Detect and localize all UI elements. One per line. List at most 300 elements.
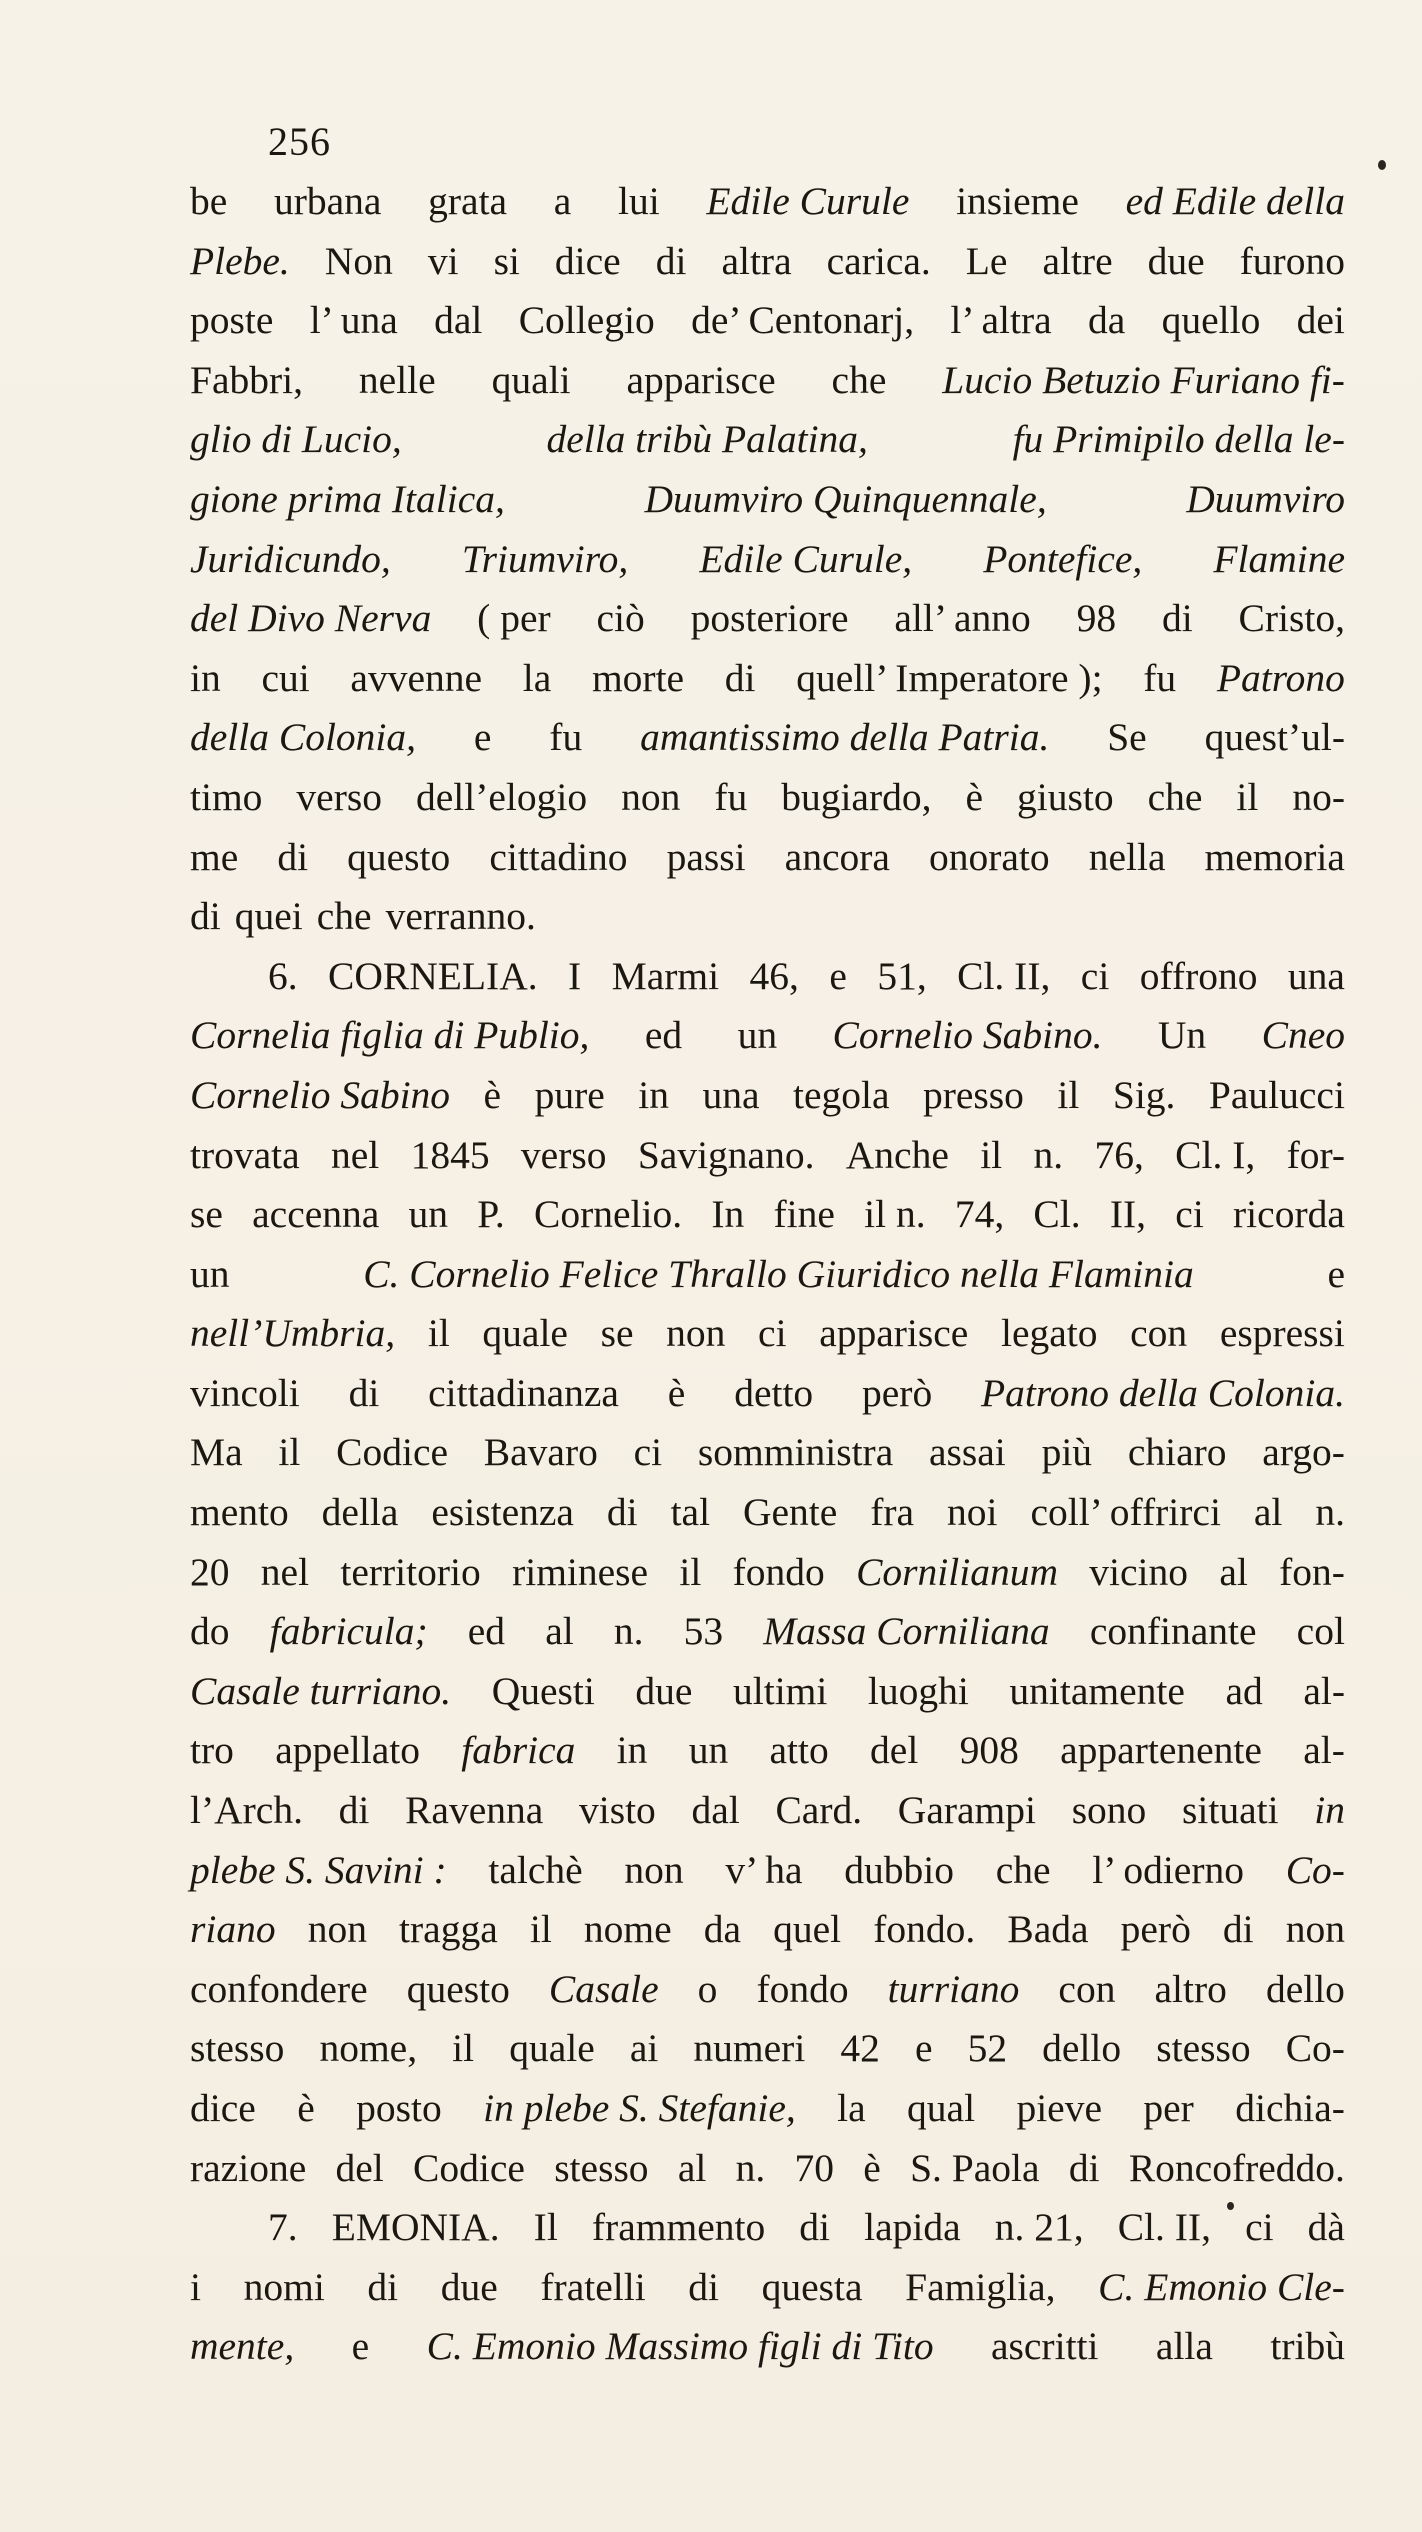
text-line [190, 1066, 1345, 1126]
word: do [190, 1609, 230, 1654]
word: Le [965, 238, 1008, 283]
word: timo [190, 774, 263, 819]
text-line [190, 1364, 1345, 1424]
word: e [473, 715, 492, 760]
word: dubbio [844, 1847, 954, 1892]
text-line [190, 708, 1345, 768]
word: insieme [956, 179, 1079, 223]
word: Ma [190, 1430, 243, 1475]
word: fabricula; [269, 1609, 428, 1654]
word: nelle [358, 357, 436, 402]
word: esistenza [431, 1490, 574, 1535]
text-line [190, 589, 1345, 649]
word: Casale turriano. [190, 1668, 452, 1713]
word: dal [691, 1788, 740, 1833]
word: che [1147, 774, 1203, 819]
word: fu [549, 715, 583, 760]
word: che [831, 357, 887, 402]
word: quali [491, 357, 571, 402]
word: tro [190, 1728, 234, 1773]
word: nell’Umbria, [190, 1311, 396, 1356]
word: EMONIA. [331, 2205, 500, 2250]
word: 20 [190, 1549, 230, 1594]
word: un [737, 1013, 778, 1058]
word: I [568, 953, 582, 998]
word: il [452, 2026, 475, 2071]
word: in [190, 655, 221, 700]
word: di [338, 1788, 370, 1833]
word: di [277, 834, 309, 879]
word: nome [583, 1907, 672, 1952]
word: quale [482, 1311, 568, 1356]
word: detto [734, 1370, 814, 1415]
word: Cneo [1261, 1013, 1345, 1058]
word: Patrono della Colonia. [981, 1370, 1345, 1415]
word: due [635, 1668, 693, 1713]
text-line [190, 1006, 1345, 1066]
word: questo [406, 1966, 510, 2011]
word: l’ odierno [1092, 1847, 1244, 1892]
word: giusto [1017, 774, 1114, 819]
word: o [697, 1966, 718, 2011]
word: 53 [683, 1609, 724, 1654]
text-line [190, 649, 1345, 709]
text-line [190, 1960, 1345, 2020]
text-line [190, 828, 1345, 888]
word: Ravenna [405, 1788, 544, 1833]
text-line [190, 410, 1345, 470]
word: n. [613, 1609, 644, 1654]
word: nel [331, 1132, 380, 1177]
text-line [190, 2139, 1345, 2199]
word: è [863, 2145, 881, 2190]
word: n. [1033, 1132, 1064, 1177]
word: fra [870, 1490, 915, 1535]
word: se [600, 1311, 634, 1356]
word: l’ una [309, 298, 398, 343]
word: coll’ offrirci [1030, 1490, 1221, 1535]
word: dice [190, 2086, 256, 2130]
word: questa [761, 2264, 863, 2309]
word: di [1222, 1907, 1254, 1952]
word: però [862, 1370, 933, 1415]
word: non [624, 1847, 684, 1892]
word: 74, [954, 1192, 1005, 1237]
word: Codice [336, 1430, 449, 1475]
word: dà [1307, 2205, 1345, 2250]
word: altro [1154, 1966, 1227, 2011]
text-line [190, 1126, 1345, 1186]
word: l’ altra [950, 298, 1052, 343]
word: non [666, 1311, 726, 1356]
word: col [1296, 1609, 1345, 1654]
word: Edile Curule, [699, 536, 913, 581]
word: con [1130, 1311, 1188, 1356]
word: noi [947, 1490, 998, 1535]
word: della [321, 1490, 399, 1535]
word: urbana [273, 179, 382, 223]
word: non [307, 1907, 367, 1952]
word: cittadino [489, 834, 628, 879]
word: espressi [1219, 1311, 1345, 1356]
word: 51, [877, 953, 927, 998]
text-line [190, 1245, 1345, 1305]
word: riminese [512, 1549, 649, 1594]
word: ancora [784, 834, 890, 879]
word: talchè [488, 1847, 583, 1892]
word: carica. [826, 238, 931, 283]
word: dello [1265, 1966, 1345, 2011]
word: assai [929, 1430, 1006, 1475]
word: no- [1292, 774, 1345, 819]
word: il [278, 1430, 301, 1475]
word: non [621, 774, 681, 819]
text-line [190, 1662, 1345, 1722]
word: in [1314, 1788, 1345, 1833]
word: di [348, 1370, 380, 1415]
word: for- [1286, 1132, 1345, 1177]
word: di [1068, 2145, 1100, 2190]
word: nel [260, 1549, 310, 1594]
word: Cornelio Sabino. [832, 1013, 1103, 1058]
word: posto [356, 2086, 442, 2130]
word: fine [773, 1192, 835, 1237]
word: Pontefice, [983, 536, 1143, 581]
word: Bada [1007, 1907, 1089, 1952]
word: 70 [794, 2145, 834, 2190]
word: 1845 [410, 1132, 490, 1177]
word: che [995, 1847, 1051, 1892]
word: il [427, 1311, 450, 1356]
word: ai [629, 2026, 659, 2071]
word: be [190, 179, 228, 223]
word: Un [1157, 1013, 1207, 1058]
word: al [1253, 1490, 1283, 1535]
word: n. [735, 2145, 766, 2190]
word: il [1236, 774, 1259, 819]
word: luoghi [867, 1668, 969, 1713]
word: 42 [840, 2026, 880, 2071]
word: di [688, 2264, 720, 2309]
word: situati [1182, 1788, 1279, 1833]
word: due [440, 2264, 498, 2309]
word: due [1147, 238, 1205, 283]
word: mente, [190, 2324, 295, 2369]
word: verranno. [385, 894, 536, 939]
word: atto [769, 1728, 829, 1773]
word: ultimi [733, 1668, 828, 1713]
word: quel [773, 1907, 842, 1952]
word: ed [644, 1013, 683, 1058]
word: della Colonia, [190, 715, 417, 760]
word: Gente [742, 1490, 838, 1535]
word: bugiardo, [781, 774, 932, 819]
word: apparisce [626, 357, 776, 402]
word: ed [467, 1609, 506, 1654]
word: furono [1239, 238, 1345, 283]
word: ad [1225, 1668, 1263, 1713]
word: quello [1161, 298, 1261, 343]
text-line [190, 1423, 1345, 1483]
word: P. [477, 1192, 505, 1237]
word: del [335, 2145, 384, 2190]
word: Garampi [897, 1788, 1036, 1833]
word: legato [1000, 1311, 1098, 1356]
word: onorato [928, 834, 1050, 879]
word: e [829, 953, 847, 998]
word: quei [234, 894, 303, 939]
word: glio di Lucio, [190, 417, 402, 462]
word: vicino [1089, 1549, 1189, 1594]
word: Patrono [1216, 655, 1345, 700]
word: che [316, 894, 372, 939]
word: pure [534, 1072, 605, 1117]
word: al- [1303, 1668, 1345, 1713]
word: Co- [1285, 1847, 1345, 1892]
word: nome, [319, 2026, 418, 2071]
word: è [297, 2086, 315, 2130]
word: e [1327, 1251, 1345, 1296]
word: il [1057, 1072, 1080, 1117]
word: Cl. II, [957, 953, 1051, 998]
word: di [799, 2205, 831, 2250]
word: numeri [693, 2026, 806, 2071]
word: Duumviro Quinquennale, [644, 476, 1047, 521]
word: Cornelia figlia di Publio, [190, 1013, 590, 1058]
word: posteriore [690, 596, 849, 641]
word: ed Edile della [1125, 179, 1345, 223]
word: 6. [268, 953, 298, 998]
word: Non [324, 238, 393, 283]
word: Edile Curule [706, 179, 910, 223]
word: qual [907, 2086, 976, 2130]
word: un [688, 1728, 729, 1773]
word: appartenente [1060, 1728, 1262, 1773]
word: una [1287, 953, 1345, 998]
word: tragga [399, 1907, 498, 1952]
text-line [190, 1781, 1345, 1841]
word: Cl. [1033, 1192, 1081, 1237]
word: si [493, 238, 520, 283]
word: 98 [1076, 596, 1117, 641]
word: Fabbri, [190, 357, 304, 402]
word: Cornelio Sabino [190, 1072, 451, 1117]
word: dell’elogio [415, 774, 588, 819]
word: di [655, 238, 687, 283]
word: più [1041, 1430, 1093, 1475]
word: dichia- [1235, 2086, 1345, 2130]
word: plebe S. Savini : [190, 1847, 447, 1892]
word: trovata [190, 1132, 300, 1177]
word: fondo [756, 1966, 849, 2011]
word: mento [190, 1490, 289, 1535]
word: tribù [1270, 2324, 1345, 2369]
word: Duumviro [1186, 476, 1345, 521]
word: frammento [591, 2205, 766, 2250]
text-line [190, 291, 1345, 351]
text-line [190, 1841, 1345, 1901]
word: Cornelio. [533, 1192, 683, 1237]
word: passi [666, 834, 746, 879]
word: Casale [548, 1966, 659, 2011]
word: ci [1245, 2205, 1274, 2250]
word: dice [554, 238, 621, 283]
word: grata [428, 179, 508, 223]
word: territorio [340, 1549, 481, 1594]
word: Questi [491, 1668, 595, 1713]
word: ci [633, 1430, 663, 1475]
word: Roncofreddo. [1128, 2145, 1345, 2190]
word: altra [721, 238, 792, 283]
word: con [1058, 1966, 1116, 2011]
text-line [190, 530, 1345, 590]
word: Cl. I, [1175, 1132, 1256, 1177]
text-line [190, 351, 1345, 411]
word: è [965, 774, 984, 819]
word: appellato [275, 1728, 420, 1773]
word: presso [923, 1072, 1024, 1117]
word: fabrica [461, 1728, 576, 1773]
word: fondo [732, 1549, 825, 1594]
word: cittadinanza [428, 1370, 619, 1415]
word: confinante [1089, 1609, 1257, 1654]
text-line [190, 1602, 1345, 1662]
word: vi [427, 238, 459, 283]
word: poste [190, 298, 274, 343]
text-line [190, 1483, 1345, 1543]
word: me [190, 834, 239, 879]
word: da [1087, 298, 1126, 343]
word: n. 21, [994, 2205, 1084, 2250]
word: il [679, 1549, 702, 1594]
word: quell’ Imperatore ); [796, 655, 1103, 700]
word: tal [670, 1490, 711, 1535]
word: la [522, 655, 552, 700]
word: visto [578, 1788, 656, 1833]
word: Flamine [1213, 536, 1345, 581]
word: pieve [1016, 2086, 1102, 2130]
word: Collegio [518, 298, 655, 343]
word: fratelli [540, 2264, 646, 2309]
word: i [190, 2264, 201, 2309]
word: della tribù Palatina, [546, 417, 868, 462]
word: quale [509, 2026, 595, 2071]
text-line [190, 2019, 1345, 2079]
word: del [870, 1728, 919, 1773]
word: stesso [1156, 2026, 1251, 2071]
word: S. Paola [910, 2145, 1040, 2190]
text-line [190, 2198, 1345, 2258]
word: il [529, 1907, 552, 1952]
word: de’ Centonarj, [691, 298, 915, 343]
word: altre [1042, 238, 1113, 283]
word: morte [591, 655, 685, 700]
word: apparisce [819, 1311, 969, 1356]
word: stesso [554, 2145, 649, 2190]
body-text [190, 172, 1345, 2377]
text-line [190, 1721, 1345, 1781]
word: Cornilianum [856, 1549, 1058, 1594]
word: Il [533, 2205, 558, 2250]
text-line [190, 2317, 1345, 2377]
word: somministra [697, 1430, 894, 1475]
word: vincoli [190, 1370, 300, 1415]
word: offrono [1139, 953, 1258, 998]
word: tegola [793, 1072, 890, 1117]
text-line [190, 768, 1345, 828]
word: C. Emonio Massimo figli di Tito [426, 2324, 934, 2369]
word: chiaro [1127, 1430, 1227, 1475]
word: Plebe. [190, 238, 290, 283]
word: non [1285, 1907, 1345, 1952]
word: di [190, 894, 221, 939]
word: ci [1175, 1192, 1204, 1237]
word: Paulucci [1208, 1072, 1345, 1117]
word: una [702, 1072, 760, 1117]
word: di [606, 1490, 638, 1535]
word: n. [1315, 1490, 1345, 1535]
word: ci [1080, 953, 1110, 998]
word: 76, [1094, 1132, 1144, 1177]
word: 46, [749, 953, 799, 998]
word: avvenne [350, 655, 483, 700]
word: stesso [190, 2026, 285, 2071]
ink-speck [1378, 160, 1386, 170]
word: per [1143, 2086, 1194, 2130]
word: riano [190, 1907, 276, 1952]
word: Sig. [1112, 1072, 1176, 1117]
word: è [483, 1072, 502, 1117]
word: fon- [1279, 1549, 1345, 1594]
text-line [190, 470, 1345, 530]
word: il [980, 1132, 1003, 1177]
word: dei [1296, 298, 1345, 343]
word: se [190, 1192, 223, 1237]
word: ( per [477, 596, 551, 641]
word: confondere [190, 1966, 368, 2011]
word: Bavaro [483, 1430, 598, 1475]
word: cui [261, 655, 310, 700]
text-line [190, 947, 1345, 1007]
word: Juridicundo, [190, 536, 391, 581]
word: Se [1107, 715, 1147, 760]
text-line [190, 1543, 1345, 1603]
word: 52 [967, 2026, 1008, 2071]
word: Savignano. [637, 1132, 815, 1177]
word: e [351, 2324, 370, 2369]
word: unitamente [1009, 1668, 1185, 1713]
word: al [1219, 1549, 1248, 1594]
word: un [190, 1251, 230, 1296]
word: nomi [243, 2264, 325, 2309]
word: di [367, 2264, 399, 2309]
text-line [190, 887, 1345, 947]
word: l’Arch. [190, 1788, 303, 1833]
word: ricorda [1233, 1192, 1345, 1237]
word: Card. [775, 1788, 863, 1833]
word: v’ ha [725, 1847, 803, 1892]
word: Anche [845, 1132, 949, 1177]
word: all’ anno [894, 596, 1031, 641]
word: C. Cornelio Felice Thrallo Giuridico nella Flaminia [363, 1251, 1194, 1296]
word: accenna [252, 1192, 380, 1237]
word: al- [1303, 1728, 1345, 1773]
word: fu Primipilo della le- [1012, 417, 1345, 462]
word: II, [1109, 1192, 1147, 1237]
word: verso [520, 1132, 607, 1177]
word: in [616, 1728, 648, 1773]
word: fu [714, 774, 748, 819]
